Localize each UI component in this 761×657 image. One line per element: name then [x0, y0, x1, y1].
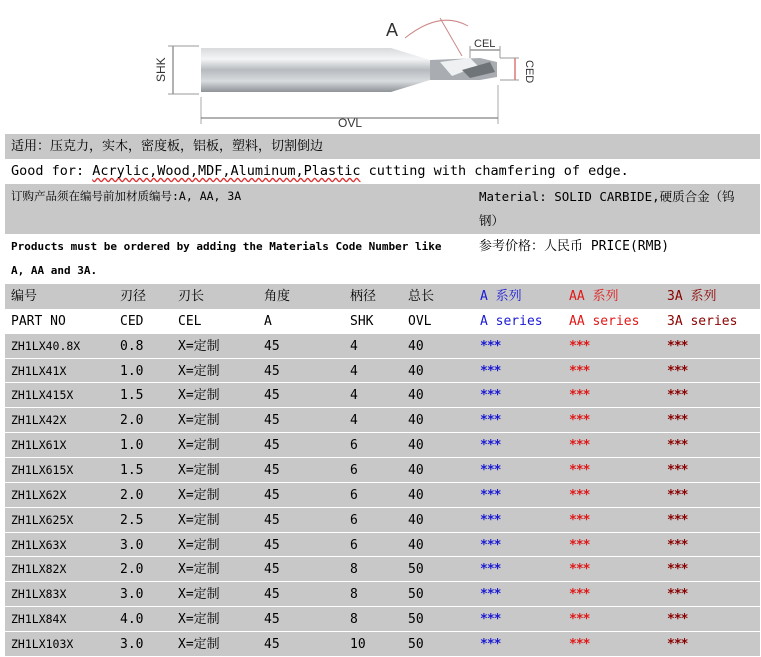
table-header-en [5, 309, 760, 334]
ced-cell: 1.0 [120, 363, 144, 379]
ovl-cell: 50 [408, 636, 424, 652]
ced-cell: 4.0 [120, 612, 144, 628]
a-series-cell: *** [480, 363, 501, 379]
table-row [5, 383, 760, 408]
table-row [5, 359, 760, 384]
angle-cell: A [264, 313, 272, 329]
part-no-cell: ZH1LX40.8X [11, 338, 81, 353]
ced-cell: 2.0 [120, 413, 144, 429]
ced-cell: 2.0 [120, 487, 144, 503]
table-row [5, 582, 760, 607]
a-series-cell: *** [480, 338, 501, 354]
ovl-cell: 50 [408, 587, 424, 603]
ced-cell: 刃径 [120, 289, 147, 304]
3a-series-cell: 3A series [667, 313, 738, 329]
order-en-line2: A, AA and 3A. [11, 264, 98, 277]
cel-cell: X=定制 [178, 487, 220, 503]
ovl-cell: 50 [408, 562, 424, 578]
a-series-cell: *** [480, 388, 501, 404]
ced-cell: 2.5 [120, 512, 144, 528]
part-no-cell: PART NO [11, 313, 66, 329]
table-row [5, 408, 760, 433]
a-series-cell: *** [480, 587, 501, 603]
angle-cell: 45 [264, 462, 280, 478]
part-no-cell: ZH1LX61X [11, 438, 67, 453]
cel-label: CEL [474, 38, 496, 50]
3a-series-cell: *** [667, 363, 688, 379]
shk-label: SHK [154, 57, 168, 82]
cel-cell: X=定制 [178, 413, 220, 429]
part-no-cell: ZH1LX625X [11, 512, 74, 527]
cel-cell: X=定制 [178, 587, 220, 603]
shk-cell: 6 [350, 487, 358, 503]
cel-cell: X=定制 [178, 512, 220, 528]
aa-series-cell: *** [569, 537, 590, 553]
3a-series-cell: *** [667, 487, 688, 503]
ced-cell: CED [120, 313, 144, 329]
aa-series-cell: AA series [569, 313, 640, 329]
a-series-cell: *** [480, 636, 501, 652]
table-row [5, 607, 760, 632]
a-series-cell: *** [480, 612, 501, 628]
cel-cell: X=定制 [178, 612, 220, 628]
a-series-cell: A series [480, 313, 543, 329]
part-no-cell: ZH1LX84X [11, 612, 67, 627]
shk-cell: 4 [350, 388, 358, 404]
3a-series-cell: 3A 系列 [667, 289, 717, 304]
good-for-items: Acrylic,Wood,MDF,Aluminum,Plastic [92, 163, 361, 179]
shk-cell: 4 [350, 338, 358, 354]
a-series-cell: *** [480, 413, 501, 429]
good-for-text: Good for: Acrylic,Wood,MDF,Aluminum,Plastic cutting with chamfering of edge. [11, 163, 629, 179]
ced-cell: 1.5 [120, 462, 144, 478]
part-no-cell: 编号 [11, 289, 38, 304]
material-line2: 钢） [479, 213, 505, 228]
shk-cell: 8 [350, 562, 358, 578]
angle-cell: 45 [264, 612, 280, 628]
aa-series-cell: *** [569, 338, 590, 354]
angle-cell: 45 [264, 363, 280, 379]
part-no-cell: ZH1LX82X [11, 562, 67, 577]
angle-cell: 45 [264, 487, 280, 503]
cel-cell: X=定制 [178, 537, 220, 553]
shk-cell: 10 [350, 636, 366, 652]
3a-series-cell: *** [667, 413, 688, 429]
angle-label: A [386, 20, 399, 40]
ovl-cell: 40 [408, 537, 424, 553]
3a-series-cell: *** [667, 512, 688, 528]
aa-series-cell: *** [569, 462, 590, 478]
3a-series-cell: *** [667, 612, 688, 628]
cel-cell: X=定制 [178, 438, 220, 454]
order-cn: 订购产品须在编号前加材质编号:A, AA, 3A [11, 189, 242, 203]
part-no-cell: ZH1LX63X [11, 537, 67, 552]
aa-series-cell: *** [569, 438, 590, 454]
cel-cell: X=定制 [178, 363, 220, 379]
tool-shank [201, 48, 391, 92]
3a-series-cell: *** [667, 636, 688, 652]
a-series-cell: *** [480, 512, 501, 528]
angle-cell: 角度 [264, 289, 291, 304]
shk-cell: 6 [350, 438, 358, 454]
table-row [5, 533, 760, 558]
shk-cell: 4 [350, 363, 358, 379]
shk-cell: 4 [350, 413, 358, 429]
shk-cell: 柄径 [350, 289, 377, 304]
ovl-cell: OVL [408, 313, 432, 329]
3a-series-cell: *** [667, 388, 688, 404]
aa-series-cell: *** [569, 512, 590, 528]
ced-label: CED [523, 60, 535, 84]
shk-cell: 6 [350, 462, 358, 478]
material-line1: Material: SOLID CARBIDE,硬质合金（钨 [479, 189, 735, 204]
angle-cell: 45 [264, 587, 280, 603]
angle-cell: 45 [264, 537, 280, 553]
table-row [5, 433, 760, 458]
ovl-cell: 40 [408, 388, 424, 404]
shk-cell: SHK [350, 313, 374, 329]
part-no-cell: ZH1LX103X [11, 636, 74, 651]
order-en-line1: Products must be ordered by adding the Materials Code Number like [11, 240, 442, 253]
angle-cell: 45 [264, 636, 280, 652]
cel-cell: X=定制 [178, 562, 220, 578]
aa-series-cell: *** [569, 487, 590, 503]
ced-cell: 2.0 [120, 562, 144, 578]
good-for-row [5, 159, 760, 184]
angle-cell: 45 [264, 413, 280, 429]
ovl-cell: 40 [408, 487, 424, 503]
part-no-cell: ZH1LX83X [11, 587, 67, 602]
a-series-cell: A 系列 [480, 289, 522, 304]
ovl-cell: 总长 [408, 289, 435, 304]
ovl-cell: 50 [408, 612, 424, 628]
aa-series-cell: *** [569, 388, 590, 404]
part-no-cell: ZH1LX62X [11, 487, 67, 502]
angle-cell: 45 [264, 562, 280, 578]
part-no-cell: ZH1LX41X [11, 363, 67, 378]
cel-cell: 刃长 [178, 289, 205, 304]
a-series-cell: *** [480, 562, 501, 578]
table-header-cn [5, 284, 760, 309]
ovl-label: OVL [338, 116, 363, 130]
order-row [5, 184, 760, 234]
3a-series-cell: *** [667, 537, 688, 553]
table-row [5, 483, 760, 508]
tool-diagram [0, 0, 761, 133]
aa-series-cell: *** [569, 612, 590, 628]
ovl-cell: 40 [408, 338, 424, 354]
ovl-cell: 40 [408, 438, 424, 454]
table-row [5, 458, 760, 483]
cel-cell: X=定制 [178, 338, 220, 354]
3a-series-cell: *** [667, 562, 688, 578]
aa-series-cell: *** [569, 636, 590, 652]
3a-series-cell: *** [667, 462, 688, 478]
price-label: 参考价格：人民币 PRICE(RMB) [479, 239, 670, 254]
ced-cell: 3.0 [120, 537, 144, 553]
cel-cell: X=定制 [178, 462, 220, 478]
3a-series-cell: *** [667, 587, 688, 603]
angle-cell: 45 [264, 388, 280, 404]
a-series-cell: *** [480, 487, 501, 503]
order-en-row [5, 234, 760, 284]
shk-cell: 8 [350, 587, 358, 603]
a-series-cell: *** [480, 537, 501, 553]
shk-cell: 6 [350, 537, 358, 553]
table-row [5, 557, 760, 582]
cel-cell: X=定制 [178, 388, 220, 404]
ced-cell: 3.0 [120, 587, 144, 603]
angle-cell: 45 [264, 512, 280, 528]
part-no-cell: ZH1LX42X [11, 413, 67, 428]
3a-series-cell: *** [667, 438, 688, 454]
cel-cell: X=定制 [178, 636, 220, 652]
shk-cell: 8 [350, 612, 358, 628]
a-series-cell: *** [480, 438, 501, 454]
aa-series-cell: *** [569, 562, 590, 578]
3a-series-cell: *** [667, 338, 688, 354]
ced-cell: 3.0 [120, 636, 144, 652]
ovl-cell: 40 [408, 363, 424, 379]
aa-series-cell: *** [569, 587, 590, 603]
aa-series-cell: *** [569, 363, 590, 379]
table-row [5, 334, 760, 359]
shk-cell: 6 [350, 512, 358, 528]
ced-cell: 1.5 [120, 388, 144, 404]
tool-neck [391, 48, 430, 92]
table-row [5, 508, 760, 533]
ced-cell: 1.0 [120, 438, 144, 454]
ovl-cell: 40 [408, 512, 424, 528]
table-row [5, 632, 760, 657]
ced-cell: 0.8 [120, 338, 144, 354]
aa-series-cell: *** [569, 413, 590, 429]
angle-cell: 45 [264, 338, 280, 354]
ovl-cell: 40 [408, 413, 424, 429]
part-no-cell: ZH1LX415X [11, 388, 74, 403]
cel-cell: CEL [178, 313, 202, 329]
aa-series-cell: AA 系列 [569, 289, 619, 304]
applies-cn: 适用：压克力，实木，密度板，铝板，塑料，切割倒边 [11, 139, 324, 154]
a-series-cell: *** [480, 462, 501, 478]
angle-cell: 45 [264, 438, 280, 454]
ovl-cell: 40 [408, 462, 424, 478]
applies-row [5, 134, 760, 159]
part-no-cell: ZH1LX615X [11, 462, 74, 477]
